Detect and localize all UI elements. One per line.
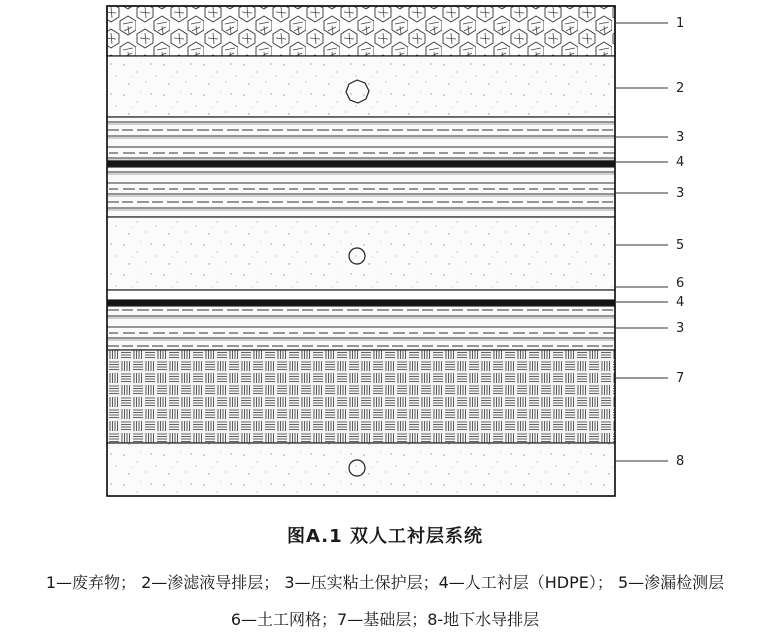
callout-label: 8: [676, 454, 685, 469]
callout-label: 4: [676, 295, 685, 310]
callout-label: 6: [676, 276, 685, 291]
callout-label: 4: [676, 155, 685, 170]
callout-label: 2: [676, 81, 685, 96]
layer-leak-detection: [107, 217, 615, 290]
figure-title: 图A.1 双人工衬层系统: [287, 526, 483, 547]
layer-foundation: [107, 350, 615, 443]
callout-label: 5: [676, 238, 685, 253]
callout-label: 3: [676, 186, 685, 201]
layer-leachate-drainage: [107, 56, 615, 117]
legend-line-1: 1—废弃物； 2—渗滤液导排层； 3—压实粘土保护层；4—人工衬层（HDPE）； 5—渗漏检测层: [45, 573, 725, 592]
layer-hdpe-upper: [107, 161, 615, 167]
layer-hdpe-lower: [107, 300, 615, 306]
layer-groundwater-drainage: [107, 443, 615, 496]
callout-label: 3: [676, 321, 685, 336]
layer-geonet: [107, 290, 615, 300]
callout-label: 1: [676, 16, 685, 31]
callout-label: 3: [676, 130, 685, 145]
layer-clay-upper: [107, 117, 615, 161]
layer-waste: [107, 6, 615, 56]
legend-line-2: 6—土工网格；7—基础层；8-地下水导排层: [230, 610, 540, 629]
layer-clay-middle: [107, 167, 615, 217]
layer-clay-lower: [107, 306, 615, 350]
callout-label: 7: [676, 371, 685, 386]
